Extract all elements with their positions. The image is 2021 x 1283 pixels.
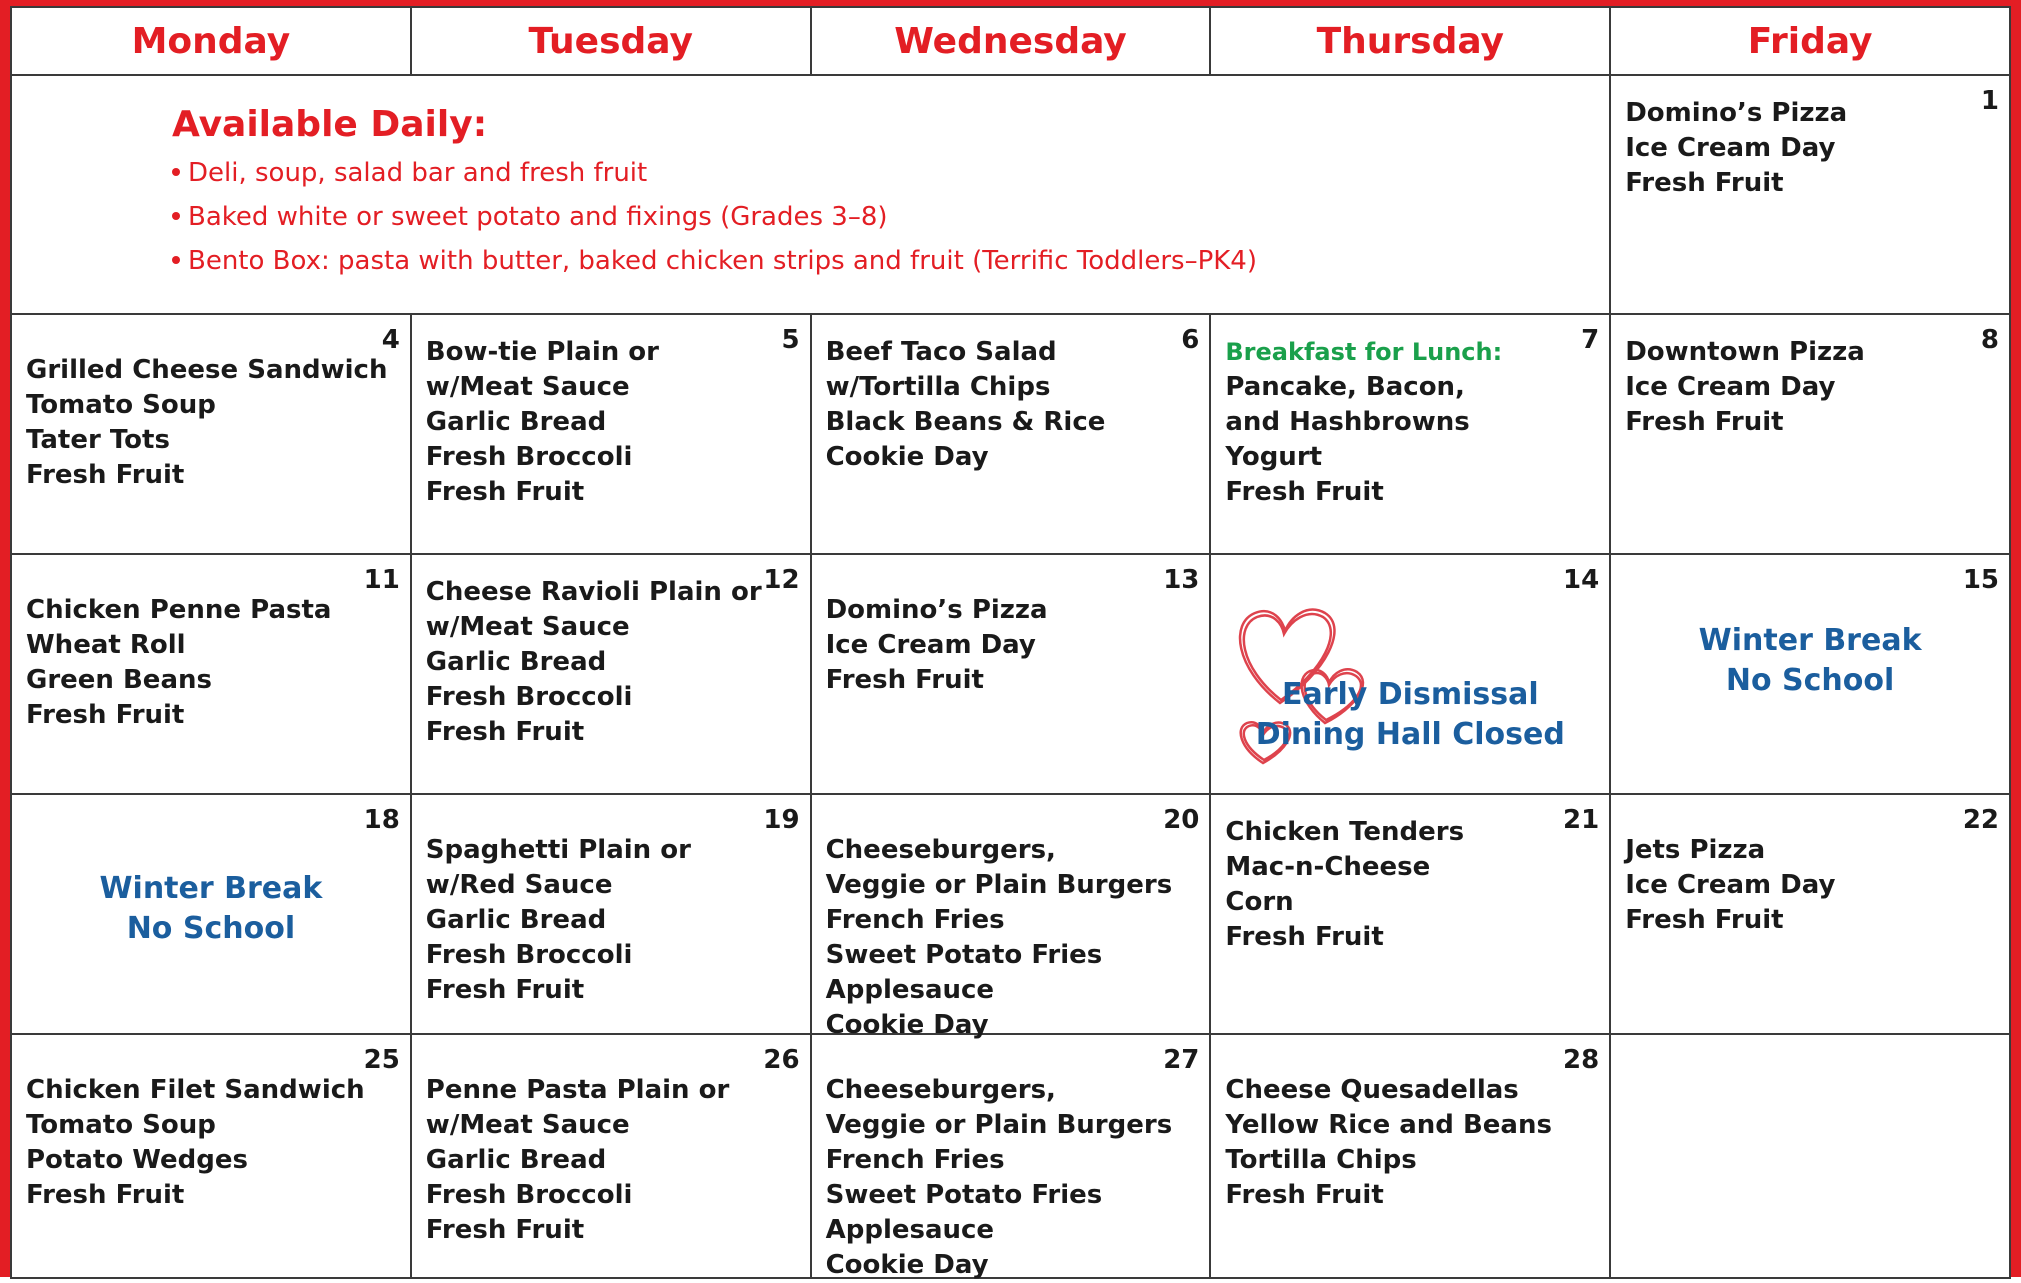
menu-item: Chicken Penne Pasta xyxy=(26,595,332,625)
day-number: 25 xyxy=(363,1045,400,1075)
day-cell-7 xyxy=(1210,314,1610,554)
menu-item: Fresh Fruit xyxy=(1225,1180,1384,1210)
day-number: 22 xyxy=(1962,805,1999,835)
menu-items xyxy=(1225,815,1464,955)
week-row-5 xyxy=(11,1034,2010,1278)
menu-item: Ice Cream Day xyxy=(1625,372,1836,402)
day-cell-14 xyxy=(1210,554,1610,794)
menu-item: w/Red Sauce xyxy=(425,870,613,900)
menu-items xyxy=(1225,1073,1552,1213)
menu-item: Mac-n-Cheese xyxy=(1225,852,1431,882)
menu-items xyxy=(26,593,331,733)
menu-item: Corn xyxy=(1225,887,1294,917)
day-number: 1 xyxy=(1980,86,1999,116)
day-number: 19 xyxy=(763,805,800,835)
day-cell-6 xyxy=(811,314,1211,554)
menu-item: Garlic Bread xyxy=(425,1145,607,1175)
menu-items xyxy=(826,335,1106,475)
menu-item: Fresh Fruit xyxy=(425,975,585,1005)
menu-items xyxy=(26,1073,365,1213)
menu-item: Fresh Broccoli xyxy=(425,940,633,970)
menu-item: w/Meat Sauce xyxy=(425,1110,630,1140)
menu-item: Sweet Potato Fries xyxy=(825,940,1103,970)
menu-item: Veggie or Plain Burgers xyxy=(825,1110,1173,1140)
menu-item: Potato Wedges xyxy=(26,1145,248,1175)
day-cell-4 xyxy=(11,314,411,554)
menu-item: French Fries xyxy=(825,1145,1005,1175)
day-number: 5 xyxy=(781,325,800,355)
early-dismissal-note xyxy=(1211,675,1609,755)
week-row-1 xyxy=(11,75,2010,314)
menu-item: Fresh Fruit xyxy=(1225,922,1384,952)
header-tuesday: Tuesday xyxy=(411,7,811,75)
winter-break-note xyxy=(12,869,410,949)
day-number: 11 xyxy=(363,565,400,595)
menu-item: Yellow Rice and Beans xyxy=(1225,1110,1552,1140)
day-number: 6 xyxy=(1181,325,1200,355)
day-number: 26 xyxy=(763,1045,800,1075)
menu-item: Garlic Bread xyxy=(425,647,607,677)
day-number: 14 xyxy=(1563,565,1600,595)
day-number: 27 xyxy=(1163,1045,1200,1075)
available-daily-cell xyxy=(11,75,1610,314)
day-cell-21 xyxy=(1210,794,1610,1034)
available-daily-list xyxy=(172,151,1257,283)
menu-item: Cookie Day xyxy=(825,1250,989,1280)
day-cell-1 xyxy=(1610,75,2010,314)
menu-item: Applesauce xyxy=(825,975,995,1005)
day-number: 13 xyxy=(1163,565,1200,595)
note-line: Winter Break xyxy=(99,871,323,906)
menu-item: Veggie or Plain Burgers xyxy=(825,870,1173,900)
menu-item: Black Beans & Rice xyxy=(825,407,1106,437)
day-number: 20 xyxy=(1163,805,1200,835)
menu-item: Cookie Day xyxy=(825,1010,989,1040)
header-wednesday: Wednesday xyxy=(811,7,1211,75)
day-number: 7 xyxy=(1581,325,1600,355)
menu-item: Wheat Roll xyxy=(26,630,186,660)
day-number: 21 xyxy=(1563,805,1600,835)
day-cell-13 xyxy=(811,554,1211,794)
menu-item: Green Beans xyxy=(26,665,212,695)
available-daily xyxy=(172,104,1257,283)
menu-item: Fresh Fruit xyxy=(1625,905,1784,935)
menu-items xyxy=(1625,96,1847,201)
menu-item: Fresh Fruit xyxy=(825,665,984,695)
bullet-icon xyxy=(172,168,180,176)
menu-item: Ice Cream Day xyxy=(1625,870,1836,900)
menu-item: Fresh Fruit xyxy=(26,1180,185,1210)
bullet-icon xyxy=(172,212,180,220)
menu-item: Fresh Fruit xyxy=(26,460,185,490)
week-row-3 xyxy=(11,554,2010,794)
day-number: 12 xyxy=(763,565,800,595)
week-row-4 xyxy=(11,794,2010,1034)
menu-item: Downtown Pizza xyxy=(1625,337,1865,367)
menu-items xyxy=(826,593,1048,698)
menu-item: Fresh Fruit xyxy=(1225,477,1384,507)
note-line: No School xyxy=(1725,663,1895,698)
menu-item: Fresh Fruit xyxy=(1625,407,1784,437)
menu-items xyxy=(426,575,762,750)
menu-item: Spaghetti Plain or xyxy=(425,835,691,865)
menu-item: Domino’s Pizza xyxy=(1625,98,1848,128)
day-number: 15 xyxy=(1962,565,1999,595)
menu-items xyxy=(1625,335,1865,440)
day-cell-8 xyxy=(1610,314,2010,554)
day-number: 18 xyxy=(363,805,400,835)
menu-item: Bow-tie Plain or xyxy=(425,337,659,367)
week-row-2 xyxy=(11,314,2010,554)
header-monday: Monday xyxy=(11,7,411,75)
menu-items xyxy=(426,833,691,1008)
menu-item: Fresh Broccoli xyxy=(425,682,633,712)
header-thursday: Thursday xyxy=(1210,7,1610,75)
menu-item: Fresh Fruit xyxy=(425,717,585,747)
menu-item: w/Meat Sauce xyxy=(425,372,630,402)
menu-items xyxy=(426,1073,729,1248)
menu-item: Ice Cream Day xyxy=(825,630,1036,660)
lunch-calendar xyxy=(10,6,2011,1279)
weekday-header-row xyxy=(11,7,2010,75)
menu-item: Beef Taco Salad xyxy=(825,337,1057,367)
note-line: Winter Break xyxy=(1698,623,1922,658)
menu-item: and Hashbrowns xyxy=(1225,407,1470,437)
menu-item: Garlic Bread xyxy=(425,407,607,437)
menu-item: w/Tortilla Chips xyxy=(825,372,1051,402)
menu-item: Fresh Fruit xyxy=(1625,168,1784,198)
menu-item: Cheeseburgers, xyxy=(825,1075,1056,1105)
menu-item: w/Meat Sauce xyxy=(425,612,630,642)
available-daily-title: Available Daily: xyxy=(172,104,488,145)
day-cell-27 xyxy=(811,1034,1211,1278)
note-line: No School xyxy=(126,911,296,946)
available-item: Deli, soup, salad bar and fresh fruit xyxy=(172,151,1257,195)
menu-items xyxy=(1225,335,1502,510)
menu-item: Fresh Fruit xyxy=(425,477,585,507)
menu-item: Cheese Ravioli Plain or xyxy=(425,577,762,607)
breakfast-for-lunch-heading: Breakfast for Lunch: xyxy=(1225,338,1503,366)
menu-item: Applesauce xyxy=(825,1215,995,1245)
menu-item: Yogurt xyxy=(1225,442,1323,472)
day-number: 8 xyxy=(1980,325,1999,355)
day-cell-5 xyxy=(411,314,811,554)
menu-item: Ice Cream Day xyxy=(1625,133,1836,163)
menu-item: Tortilla Chips xyxy=(1225,1145,1417,1175)
bullet-icon xyxy=(172,256,180,264)
day-number: 4 xyxy=(381,325,400,355)
menu-item: Domino’s Pizza xyxy=(825,595,1048,625)
menu-items xyxy=(826,833,1173,1043)
note-line: Early Dismissal xyxy=(1281,677,1539,712)
menu-item: Fresh Fruit xyxy=(26,700,185,730)
day-cell-15 xyxy=(1610,554,2010,794)
menu-items xyxy=(426,335,659,510)
menu-item: Sweet Potato Fries xyxy=(825,1180,1103,1210)
menu-item: Chicken Tenders xyxy=(1225,817,1465,847)
menu-item: Penne Pasta Plain or xyxy=(425,1075,730,1105)
day-cell-11 xyxy=(11,554,411,794)
menu-items xyxy=(1625,833,1835,938)
header-friday: Friday xyxy=(1610,7,2010,75)
menu-item: Jets Pizza xyxy=(1625,835,1766,865)
empty-day-cell xyxy=(1610,1034,2010,1278)
day-cell-19 xyxy=(411,794,811,1034)
menu-item: Fresh Broccoli xyxy=(425,442,633,472)
available-item: Bento Box: pasta with butter, baked chicken strips and fruit (Terrific Toddlers–PK4) xyxy=(172,239,1257,283)
day-number: 28 xyxy=(1563,1045,1600,1075)
menu-item: Fresh Fruit xyxy=(425,1215,585,1245)
day-cell-22 xyxy=(1610,794,2010,1034)
menu-item: Tater Tots xyxy=(26,425,170,455)
menu-item: Garlic Bread xyxy=(425,905,607,935)
menu-items xyxy=(26,353,387,493)
day-cell-20 xyxy=(811,794,1211,1040)
menu-item: French Fries xyxy=(825,905,1005,935)
menu-item: Fresh Broccoli xyxy=(425,1180,633,1210)
day-cell-25 xyxy=(11,1034,411,1278)
winter-break-note xyxy=(1611,621,2009,701)
day-cell-18 xyxy=(11,794,411,1034)
menu-item: Tomato Soup xyxy=(26,390,216,420)
menu-item: Pancake, Bacon, xyxy=(1225,372,1465,402)
menu-item: Grilled Cheese Sandwich xyxy=(26,355,388,385)
day-cell-28 xyxy=(1210,1034,1610,1278)
available-item: Baked white or sweet potato and fixings (Grades 3–8) xyxy=(172,195,1257,239)
menu-items xyxy=(826,1073,1173,1283)
menu-item: Cheeseburgers, xyxy=(825,835,1056,865)
menu-item: Cookie Day xyxy=(825,442,989,472)
note-line: Dining Hall Closed xyxy=(1255,717,1565,752)
day-cell-26 xyxy=(411,1034,811,1278)
menu-item: Cheese Quesadellas xyxy=(1225,1075,1519,1105)
menu-item: Chicken Filet Sandwich xyxy=(26,1075,365,1105)
day-cell-12 xyxy=(411,554,811,794)
menu-item: Tomato Soup xyxy=(26,1110,216,1140)
